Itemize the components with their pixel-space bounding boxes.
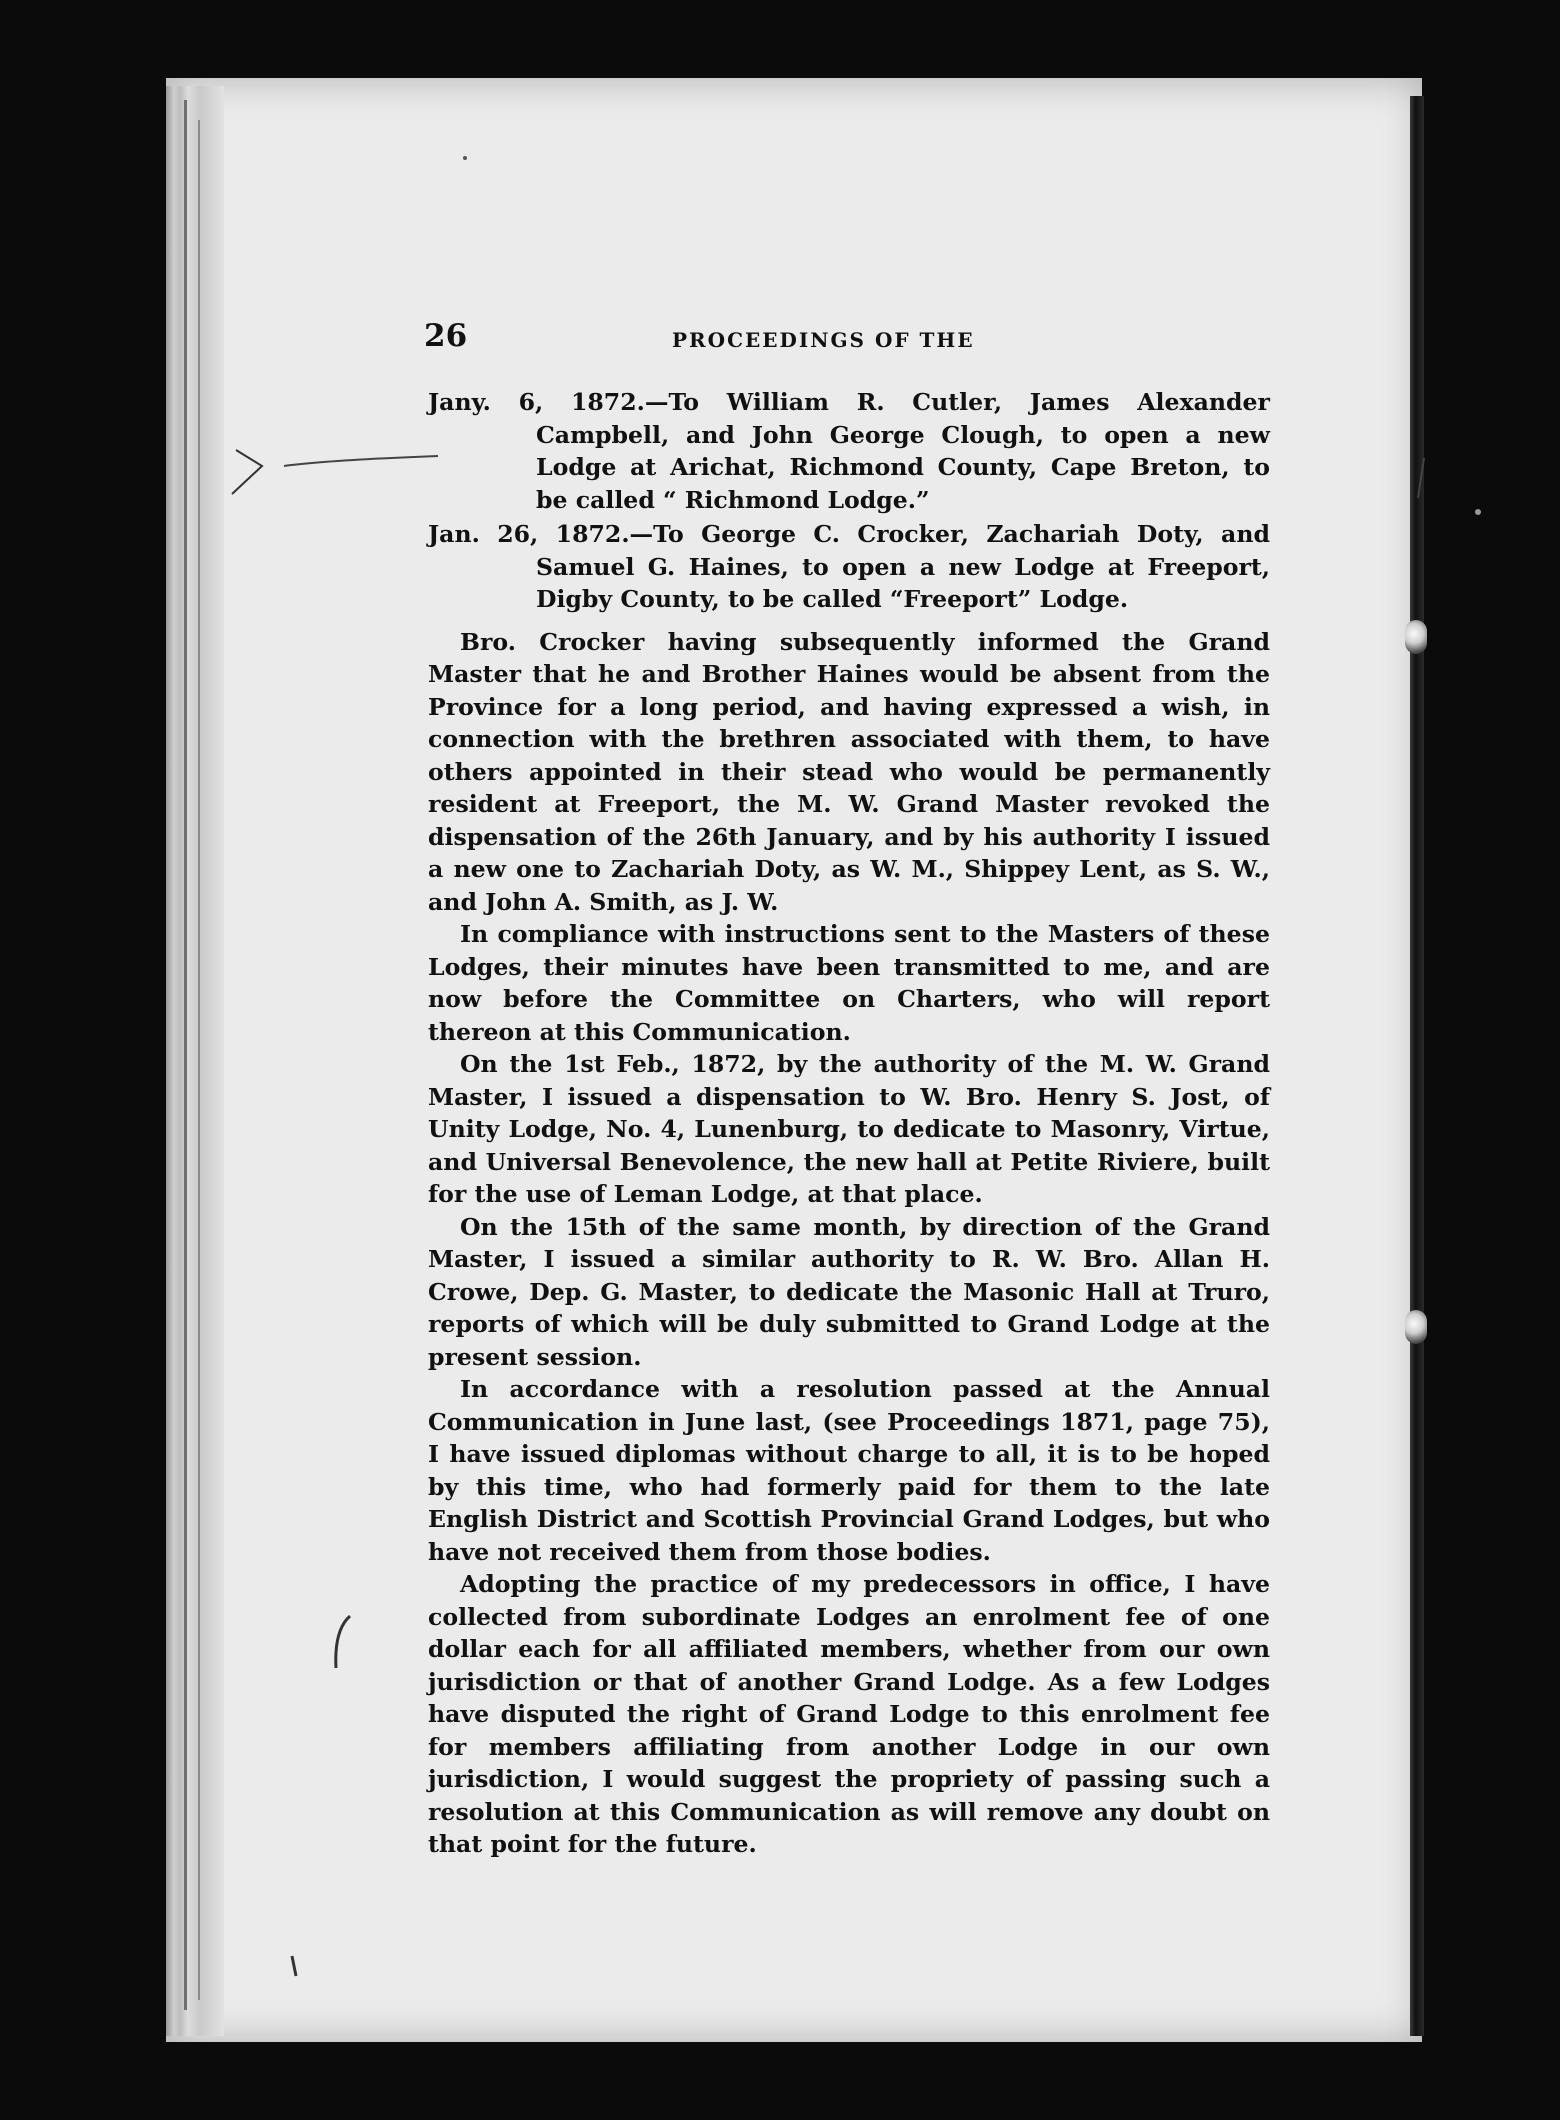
paragraph: Adopting the practice of my predecessors in office, I have collected from subordinate Lodges an enrolment fee of one dollar each for all affiliated members, whether from our own jurisdiction or that of another Grand Lodge. As a few Lodges have disputed the right of Grand Lodge to this enrolment fee for members affiliating from another Lodge in our own jurisdiction, I would suggest the propriety of passing such a resolution at this Communication as will remove any doubt on that point for the future.	[428, 1570, 1270, 1858]
margin-mark-right	[1418, 458, 1424, 498]
dispensation-entry	[428, 386, 1270, 516]
page-body	[428, 386, 1270, 1861]
running-title: PROCEEDINGS OF THE	[672, 328, 975, 352]
paragraph: In accordance with a resolution passed at the Annual Communication in June last, (see Proceedings 1871, page 75), I have issued diplomas without charge to all, it is to be hoped by this time, who had formerly paid for them to the late English District and Scottish Provincial Grand Lodges, but who have not received them from those bodies.	[428, 1375, 1270, 1566]
entry-text: —To William R. Cutler, James Alexander Campbell, and John George Clough, to open a new Lodge at Arichat, Richmond County, Cape Breton, to be called “ Richmond Lodge.”	[536, 388, 1270, 514]
bracket-mark	[232, 450, 262, 494]
corner-mark	[292, 1956, 296, 1976]
paragraph: In compliance with instructions sent to the Masters of these Lodges, their minutes have been transmitted to me, and are now before the Committee on Charters, who will report thereon at this Communication.	[428, 920, 1270, 1046]
entry-date: Jan. 26, 1872.	[428, 520, 630, 548]
page-number: 26	[424, 318, 468, 354]
pencil-line	[284, 456, 438, 466]
paragraph: On the 1st Feb., 1872, by the authority of the M. W. Grand Master, I issued a dispensation to W. Bro. Henry S. Jost, of Unity Lodge, No. 4, Lunenburg, to dedicate to Masonry, Virtue, and Universal Benevolence, the new hall at Petite Riviere, built for the use of Leman Lodge, at that place.	[428, 1050, 1270, 1208]
entry-date: Jany. 6, 1872.	[428, 388, 645, 416]
pencil-tick	[336, 1616, 350, 1668]
paragraph: On the 15th of the same month, by direction of the Grand Master, I issued a similar authority to R. W. Bro. Allan H. Crowe, Dep. G. Master, to dedicate the Masonic Hall at Truro, reports of which will be duly submitted to Grand Lodge at the present session.	[428, 1212, 1270, 1371]
entry-text: —To George C. Crocker, Zachariah Doty, and Samuel G. Haines, to open a new Lodge at Freeport, Digby County, to be called “Freeport” Lodge.	[536, 520, 1270, 613]
paragraph: Bro. Crocker having subsequently informed the Grand Master that he and Brother Haines would be absent from the Province for a long period, and having expressed a wish, in connection with the brethren associated with them, to have others appointed in their stead who would be permanently resident at Freeport, the M. W. Grand Master revoked the dispensation of the 26th January, and by his authority I issued a new one to Zachariah Doty, as W. M., Shippey Lent, as S. W., and John A. Smith, as J. W.	[428, 627, 1270, 916]
dispensation-entry	[428, 518, 1270, 616]
